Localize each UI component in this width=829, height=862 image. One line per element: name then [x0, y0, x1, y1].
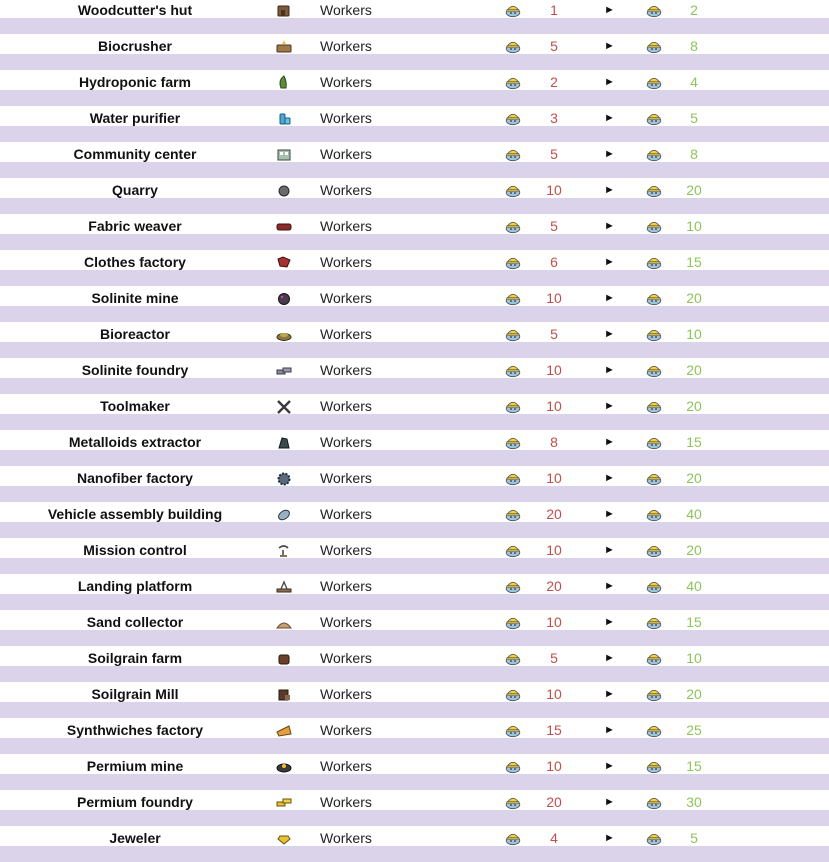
table-row: [0, 172, 829, 208]
arrow-right-icon: ►: [604, 40, 615, 52]
arrow-right-icon: ►: [604, 724, 615, 736]
table-row: [0, 244, 829, 280]
worker-helmet-icon: [646, 578, 662, 594]
workers-from-value: 2: [550, 74, 558, 90]
table-row: [0, 388, 829, 424]
workers-from-value: 10: [546, 290, 562, 306]
building-name: Water purifier: [89, 110, 181, 126]
table-row: [0, 136, 829, 172]
workers-label: Workers: [320, 254, 372, 270]
worker-helmet-icon: [646, 2, 662, 18]
biocrusher-icon: [275, 38, 293, 54]
workers-from-value: 20: [546, 794, 562, 810]
workers-from-value: 5: [550, 146, 558, 162]
workers-label: Workers: [320, 326, 372, 342]
workers-label: Workers: [320, 470, 372, 486]
workers-label: Workers: [320, 830, 372, 846]
building-name: Clothes factory: [84, 254, 186, 270]
table-row: [0, 604, 829, 640]
workers-label: Workers: [320, 398, 372, 414]
building-name: Fabric weaver: [88, 218, 182, 234]
workers-to-value: 15: [686, 434, 702, 450]
workers-label: Workers: [320, 182, 372, 198]
arrow-right-icon: ►: [604, 184, 615, 196]
building-name: Permium mine: [86, 758, 184, 774]
worker-helmet-icon: [505, 650, 521, 666]
workers-to-value: 20: [686, 470, 702, 486]
table-row: [0, 208, 829, 244]
table-row: [0, 748, 829, 784]
arrow-right-icon: ►: [604, 364, 615, 376]
worker-helmet-icon: [646, 434, 662, 450]
building-name: Biocrusher: [98, 38, 172, 54]
building-name: Woodcutter's hut: [77, 2, 193, 18]
workers-from-value: 10: [546, 182, 562, 198]
worker-helmet-icon: [505, 362, 521, 378]
workers-label: Workers: [320, 2, 372, 18]
workers-to-value: 20: [686, 542, 702, 558]
arrow-right-icon: ►: [604, 220, 615, 232]
arrow-right-icon: ►: [604, 292, 615, 304]
table-row: [0, 820, 829, 856]
arrow-right-icon: ►: [604, 436, 615, 448]
table-row: [0, 496, 829, 532]
community-center-icon: [275, 146, 293, 162]
table-row: [0, 64, 829, 100]
worker-helmet-icon: [505, 470, 521, 486]
workers-label: Workers: [320, 542, 372, 558]
workers-from-value: 6: [550, 254, 558, 270]
workers-from-value: 10: [546, 470, 562, 486]
building-name: Solinite foundry: [81, 362, 189, 378]
building-name: Hydroponic farm: [78, 74, 191, 90]
arrow-right-icon: ►: [604, 616, 615, 628]
clothes-icon: [275, 254, 293, 270]
worker-helmet-icon: [505, 434, 521, 450]
satellite-dish-icon: [275, 542, 293, 558]
workers-label: Workers: [320, 362, 372, 378]
building-name: Quarry: [112, 182, 158, 198]
building-name: Toolmaker: [100, 398, 170, 414]
sandwich-icon: [275, 722, 293, 738]
soilgrain-farm-icon: [275, 650, 293, 666]
table-row: [0, 460, 829, 496]
building-name: Landing platform: [77, 578, 193, 594]
worker-helmet-icon: [646, 506, 662, 522]
table-row: [0, 100, 829, 136]
workers-label: Workers: [320, 74, 372, 90]
stone-icon: [275, 182, 293, 198]
workers-label: Workers: [320, 722, 372, 738]
arrow-right-icon: ►: [604, 148, 615, 160]
building-name: Permium foundry: [77, 794, 193, 810]
building-name: Community center: [73, 146, 197, 162]
worker-helmet-icon: [505, 326, 521, 342]
worker-helmet-icon: [646, 38, 662, 54]
workers-to-value: 20: [686, 686, 702, 702]
building-name: Jeweler: [109, 830, 161, 846]
table-row: [0, 532, 829, 568]
worker-helmet-icon: [505, 218, 521, 234]
arrow-right-icon: ►: [604, 256, 615, 268]
arrow-right-icon: ►: [604, 760, 615, 772]
building-name: Synthwiches factory: [66, 722, 204, 738]
worker-helmet-icon: [646, 146, 662, 162]
water-bottle-icon: [275, 110, 293, 126]
worker-helmet-icon: [505, 758, 521, 774]
worker-helmet-icon: [646, 290, 662, 306]
table-row: [0, 712, 829, 748]
arrow-right-icon: ►: [604, 544, 615, 556]
workers-label: Workers: [320, 38, 372, 54]
workers-to-value: 8: [690, 38, 698, 54]
worker-helmet-icon: [505, 830, 521, 846]
workers-from-value: 20: [546, 578, 562, 594]
crossed-tools-icon: [275, 398, 293, 414]
building-name: Soilgrain Mill: [91, 686, 179, 702]
workers-to-value: 10: [686, 326, 702, 342]
workers-label: Workers: [320, 506, 372, 522]
worker-helmet-icon: [505, 614, 521, 630]
workers-to-value: 20: [686, 290, 702, 306]
arrow-right-icon: ►: [604, 796, 615, 808]
building-name: Bioreactor: [99, 326, 171, 342]
log-cabin-icon: [275, 2, 293, 18]
workers-label: Workers: [320, 650, 372, 666]
worker-helmet-icon: [646, 470, 662, 486]
workers-from-value: 5: [550, 326, 558, 342]
worker-helmet-icon: [505, 578, 521, 594]
arrow-right-icon: ►: [604, 4, 615, 16]
fabric-icon: [275, 218, 293, 234]
worker-helmet-icon: [505, 722, 521, 738]
worker-helmet-icon: [505, 794, 521, 810]
workers-from-value: 3: [550, 110, 558, 126]
workers-to-value: 5: [690, 110, 698, 126]
workers-from-value: 20: [546, 506, 562, 522]
worker-helmet-icon: [505, 254, 521, 270]
table-row: [0, 568, 829, 604]
worker-helmet-icon: [646, 182, 662, 198]
workers-to-value: 10: [686, 218, 702, 234]
sand-pile-icon: [275, 614, 293, 630]
building-name: Nanofiber factory: [77, 470, 193, 486]
workers-from-value: 4: [550, 830, 558, 846]
workers-to-value: 30: [686, 794, 702, 810]
ore-icon: [275, 290, 293, 306]
table-row: [0, 640, 829, 676]
workers-to-value: 15: [686, 758, 702, 774]
workers-from-value: 10: [546, 686, 562, 702]
arrow-right-icon: ►: [604, 832, 615, 844]
worker-helmet-icon: [646, 758, 662, 774]
arrow-right-icon: ►: [604, 76, 615, 88]
workers-from-value: 1: [550, 2, 558, 18]
worker-helmet-icon: [505, 686, 521, 702]
workers-from-value: 5: [550, 650, 558, 666]
worker-helmet-icon: [646, 74, 662, 90]
worker-helmet-icon: [646, 110, 662, 126]
table-row: [0, 280, 829, 316]
workers-from-value: 8: [550, 434, 558, 450]
plant-icon: [275, 74, 293, 90]
worker-helmet-icon: [646, 794, 662, 810]
building-name: Soilgrain farm: [87, 650, 183, 666]
worker-helmet-icon: [646, 722, 662, 738]
workers-label: Workers: [320, 290, 372, 306]
workers-label: Workers: [320, 614, 372, 630]
worker-helmet-icon: [505, 542, 521, 558]
table-row: [0, 0, 829, 28]
table-row: [0, 352, 829, 388]
worker-helmet-icon: [505, 38, 521, 54]
workers-from-value: 5: [550, 218, 558, 234]
table-row: [0, 28, 829, 64]
worker-helmet-icon: [505, 398, 521, 414]
workers-from-value: 10: [546, 614, 562, 630]
worker-helmet-icon: [505, 182, 521, 198]
workers-from-value: 10: [546, 542, 562, 558]
table-row: [0, 424, 829, 460]
building-name: Mission control: [83, 542, 187, 558]
workers-to-value: 40: [686, 506, 702, 522]
workers-to-value: 20: [686, 362, 702, 378]
workers-label: Workers: [320, 146, 372, 162]
workers-to-value: 4: [690, 74, 698, 90]
table-row: [0, 316, 829, 352]
arrow-right-icon: ►: [604, 328, 615, 340]
building-name: Metalloids extractor: [68, 434, 202, 450]
worker-helmet-icon: [646, 614, 662, 630]
workers-label: Workers: [320, 218, 372, 234]
metalloid-rock-icon: [275, 434, 293, 450]
worker-helmet-icon: [646, 326, 662, 342]
vehicle-icon: [275, 506, 293, 522]
arrow-right-icon: ►: [604, 652, 615, 664]
workers-from-value: 15: [546, 722, 562, 738]
workers-to-value: 10: [686, 650, 702, 666]
workers-to-value: 2: [690, 2, 698, 18]
ingots-icon: [275, 362, 293, 378]
worker-helmet-icon: [646, 254, 662, 270]
workers-to-value: 25: [686, 722, 702, 738]
workers-label: Workers: [320, 758, 372, 774]
worker-helmet-icon: [646, 362, 662, 378]
workers-label: Workers: [320, 686, 372, 702]
worker-helmet-icon: [505, 110, 521, 126]
building-name: Solinite mine: [91, 290, 179, 306]
worker-helmet-icon: [646, 218, 662, 234]
mill-icon: [275, 686, 293, 702]
workers-label: Workers: [320, 578, 372, 594]
bioreactor-icon: [275, 326, 293, 342]
jewel-icon: [275, 830, 293, 846]
workers-to-value: 20: [686, 398, 702, 414]
arrow-right-icon: ►: [604, 508, 615, 520]
building-name: Sand collector: [86, 614, 184, 630]
arrow-right-icon: ►: [604, 112, 615, 124]
arrow-right-icon: ►: [604, 688, 615, 700]
nanofiber-gear-icon: [275, 470, 293, 486]
workers-from-value: 10: [546, 758, 562, 774]
gold-ore-icon: [275, 758, 293, 774]
worker-helmet-icon: [505, 2, 521, 18]
table-row: [0, 784, 829, 820]
worker-helmet-icon: [505, 506, 521, 522]
worker-helmet-icon: [505, 146, 521, 162]
worker-helmet-icon: [646, 686, 662, 702]
workers-to-value: 15: [686, 254, 702, 270]
workers-label: Workers: [320, 434, 372, 450]
workers-from-value: 5: [550, 38, 558, 54]
workers-to-value: 15: [686, 614, 702, 630]
gold-ingots-icon: [275, 794, 293, 810]
arrow-right-icon: ►: [604, 580, 615, 592]
workers-to-value: 40: [686, 578, 702, 594]
worker-helmet-icon: [646, 650, 662, 666]
arrow-right-icon: ►: [604, 400, 615, 412]
worker-helmet-icon: [505, 290, 521, 306]
workers-label: Workers: [320, 794, 372, 810]
workers-label: Workers: [320, 110, 372, 126]
row-stripe: [0, 846, 829, 862]
landing-platform-icon: [275, 578, 293, 594]
workers-to-value: 8: [690, 146, 698, 162]
worker-helmet-icon: [646, 830, 662, 846]
workers-to-value: 5: [690, 830, 698, 846]
workers-to-value: 20: [686, 182, 702, 198]
building-name: Vehicle assembly building: [47, 506, 223, 522]
arrow-right-icon: ►: [604, 472, 615, 484]
workers-from-value: 10: [546, 398, 562, 414]
table-row: [0, 676, 829, 712]
worker-helmet-icon: [505, 74, 521, 90]
worker-helmet-icon: [646, 398, 662, 414]
worker-helmet-icon: [646, 542, 662, 558]
workers-from-value: 10: [546, 362, 562, 378]
